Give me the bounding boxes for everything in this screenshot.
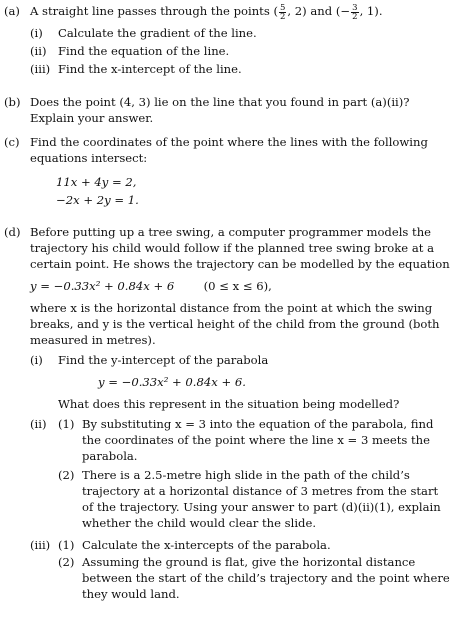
question-d-i-follow: What does this represent in the situation being modelled? <box>58 397 400 411</box>
question-d <box>4 224 452 602</box>
question-d-iii-2 <box>58 554 452 602</box>
question-a-i <box>30 25 452 41</box>
question-b-label: (b) <box>4 95 21 109</box>
question-d-iii <box>30 537 452 602</box>
question-d-ii <box>30 416 452 531</box>
question-a-ii-label: (ii) <box>30 43 47 58</box>
question-a-iii <box>30 61 452 77</box>
question-c-equations <box>56 173 452 209</box>
question-d-iii-1-label: (1) <box>58 538 75 552</box>
equation-2: −2x + 2y = 1. <box>56 193 139 207</box>
question-d-iii-2-label: (2) <box>58 555 75 569</box>
point-2-denominator: 2 <box>352 11 358 22</box>
question-d-i-text: Find the y-intercept of the parabola <box>58 353 269 367</box>
question-d-i-label: (i) <box>30 353 43 367</box>
question-a-label: (a) <box>4 4 20 18</box>
question-d-ii-1-line-2: the coordinates of the point where the line x = 3 meets the <box>82 433 431 447</box>
parabola-equation: y = −0.33x² + 0.84x + 6. <box>98 375 246 389</box>
question-d-iii-label: (iii) <box>30 538 51 552</box>
point-2-fraction <box>351 4 358 21</box>
model-equation <box>30 278 452 294</box>
question-d-ii-2-line-1: There is a 2.5-metre high slide in the path of the child’s <box>82 468 410 482</box>
model-equation-text: y = −0.33x² + 0.84x + 6 <box>30 279 175 293</box>
question-a-ii-text: Find the equation of the line. <box>58 43 230 58</box>
question-d-ii-2-line-2: trajectory at a horizontal distance of 3 metres from the start <box>82 484 439 498</box>
question-d-where-2: breaks, and y is the vertical height of the child from the ground (both <box>30 317 440 331</box>
question-d-ii-1 <box>58 416 452 464</box>
model-domain: (0 ≤ x ≤ 6), <box>203 279 272 293</box>
question-d-ii-1-line-3: parabola. <box>82 449 138 463</box>
question-a-intro <box>30 3 452 21</box>
question-b-line-2: Explain your answer. <box>30 111 154 125</box>
question-d-ii-1-line-1: By substituting x = 3 into the equation of the parabola, find <box>82 417 434 431</box>
point-1 <box>273 2 307 22</box>
question-d-iii-2-line-2: between the start of the child’s trajectory and the point where <box>82 571 450 585</box>
and-word: and <box>310 4 333 18</box>
question-d-ii-label: (ii) <box>30 417 47 431</box>
question-d-label: (d) <box>4 225 21 239</box>
question-d-where-3: measured in metres). <box>30 333 156 347</box>
question-d-ii-2-line-4: whether the child would clear the slide. <box>82 516 317 530</box>
question-d-ii-2-line-3: of the trajectory. Using your answer to part (d)(ii)(1), explain <box>82 500 441 514</box>
question-d-intro-3: certain point. He shows the trajectory can be modelled by the equation <box>30 257 450 271</box>
question-d-iii-2-line-3: they would land. <box>82 587 180 601</box>
question-d-where-1: where x is the horizontal distance from the point at which the swing <box>30 301 433 315</box>
question-d-iii-2-line-1: Assuming the ground is flat, give the horizontal distance <box>82 555 416 569</box>
question-c-line-1: Find the coordinates of the point where the lines with the following <box>30 135 428 149</box>
equation-1: 11x + 4y = 2, <box>56 175 137 189</box>
question-a-i-text: Calculate the gradient of the line. <box>58 25 257 40</box>
point-1-denominator: 2 <box>280 11 286 22</box>
question-d-intro-1: Before putting up a tree swing, a computer programmer models the <box>30 225 432 239</box>
question-c-line-2: equations intersect: <box>30 151 148 165</box>
question-b-line-1: Does the point (4, 3) lie on the line that you found in part (a)(ii)? <box>30 95 410 109</box>
question-c <box>4 134 452 216</box>
question-d-iii-1-line-1: Calculate the x-intercepts of the parabola. <box>82 538 331 552</box>
point-2 <box>335 2 383 22</box>
question-d-iii-1 <box>58 537 452 553</box>
question-d-intro-2: trajectory his child would follow if the planned tree swing broke at a <box>30 241 434 255</box>
question-d-ii-1-label: (1) <box>58 417 75 431</box>
point-2-open: (− <box>335 4 351 18</box>
question-b <box>4 94 452 126</box>
point-1-rest: , 2) <box>287 4 307 18</box>
question-a-i-label: (i) <box>30 25 43 40</box>
question-d-i <box>30 352 452 412</box>
question-c-label: (c) <box>4 135 20 149</box>
question-a <box>4 3 452 77</box>
question-d-ii-2-label: (2) <box>58 468 75 482</box>
point-1-open: ( <box>273 4 278 18</box>
question-a-iii-text: Find the x-intercept of the line. <box>58 61 242 76</box>
question-a-ii <box>30 43 452 59</box>
point-1-fraction <box>279 4 286 21</box>
point-1-numerator: 5 <box>280 2 286 13</box>
question-d-ii-2 <box>58 467 452 531</box>
question-a-iii-label: (iii) <box>30 61 51 76</box>
question-a-intro-text: A straight line passes through the points <box>30 4 270 18</box>
point-2-numerator: 3 <box>352 2 358 13</box>
point-2-rest: , 1). <box>359 4 383 18</box>
